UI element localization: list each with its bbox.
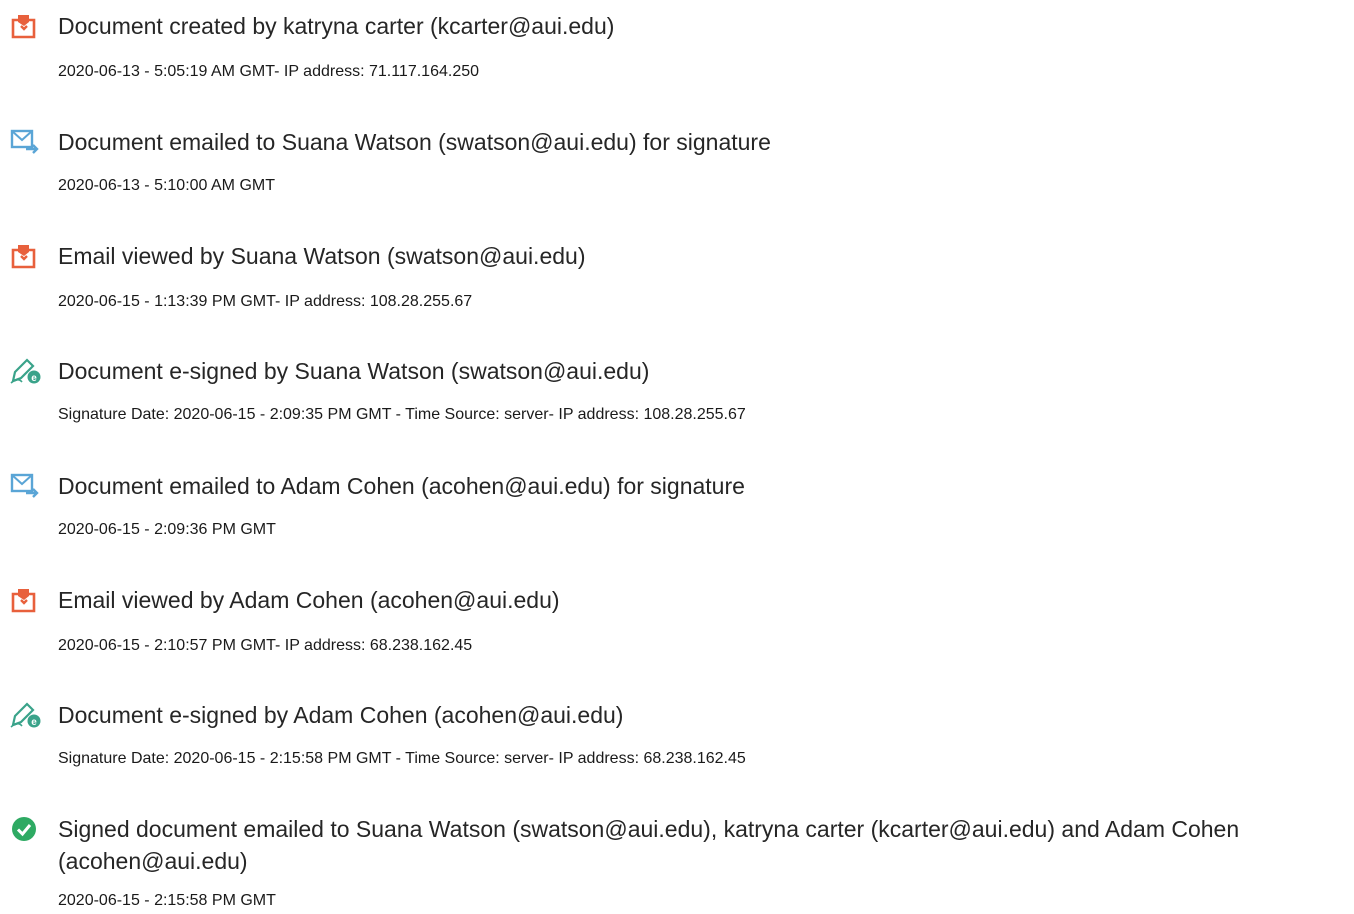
event-title: Document e-signed by Adam Cohen (acohen@aui.edu) <box>58 702 624 728</box>
event-timestamp: 2020-06-15 - 2:15:58 PM GMT <box>58 892 276 909</box>
esign-pen-icon <box>10 701 38 729</box>
event-title: Document e-signed by Suana Watson (swatson@aui.edu) <box>58 358 650 384</box>
event-title: Signed document emailed to Suana Watson (swatson@aui.edu), katryna carter (kcarter@aui.edu) and Adam Cohen (acohen@aui.edu) <box>58 816 1240 874</box>
esign-pen-icon <box>10 357 38 385</box>
email-sent-icon <box>10 472 38 500</box>
event-timestamp: 2020-06-15 - 1:13:39 PM GMT- IP address: 108.28.255.67 <box>58 293 473 310</box>
event-title: Document emailed to Adam Cohen (acohen@aui.edu) for signature <box>58 473 745 499</box>
event-timestamp: 2020-06-13 - 5:10:00 AM GMT <box>58 177 275 194</box>
document-viewed-icon <box>10 242 38 270</box>
event-timestamp: Signature Date: 2020-06-15 - 2:09:35 PM GMT - Time Source: server- IP address: 108.28.255.67 <box>58 406 746 423</box>
svg-text:e: e <box>31 373 37 384</box>
event-timestamp: 2020-06-15 - 2:09:36 PM GMT <box>58 521 276 538</box>
event-timestamp: Signature Date: 2020-06-15 - 2:15:58 PM GMT - Time Source: server- IP address: 68.238.162.45 <box>58 750 746 767</box>
event-title: Document emailed to Suana Watson (swatson@aui.edu) for signature <box>58 129 771 155</box>
event-timestamp: 2020-06-13 - 5:05:19 AM GMT- IP address: 71.117.164.250 <box>58 63 480 80</box>
event-timestamp: 2020-06-15 - 2:10:57 PM GMT- IP address: 68.238.162.45 <box>58 637 473 654</box>
event-title: Document created by katryna carter (kcarter@aui.edu) <box>58 13 615 39</box>
document-created-icon <box>10 12 38 40</box>
event-title: Email viewed by Adam Cohen (acohen@aui.edu) <box>58 587 560 613</box>
event-title: Email viewed by Suana Watson (swatson@aui.edu) <box>58 243 586 269</box>
email-sent-icon <box>10 128 38 156</box>
check-circle-icon <box>10 815 38 843</box>
document-viewed-icon <box>10 586 38 614</box>
svg-text:e: e <box>31 717 37 728</box>
